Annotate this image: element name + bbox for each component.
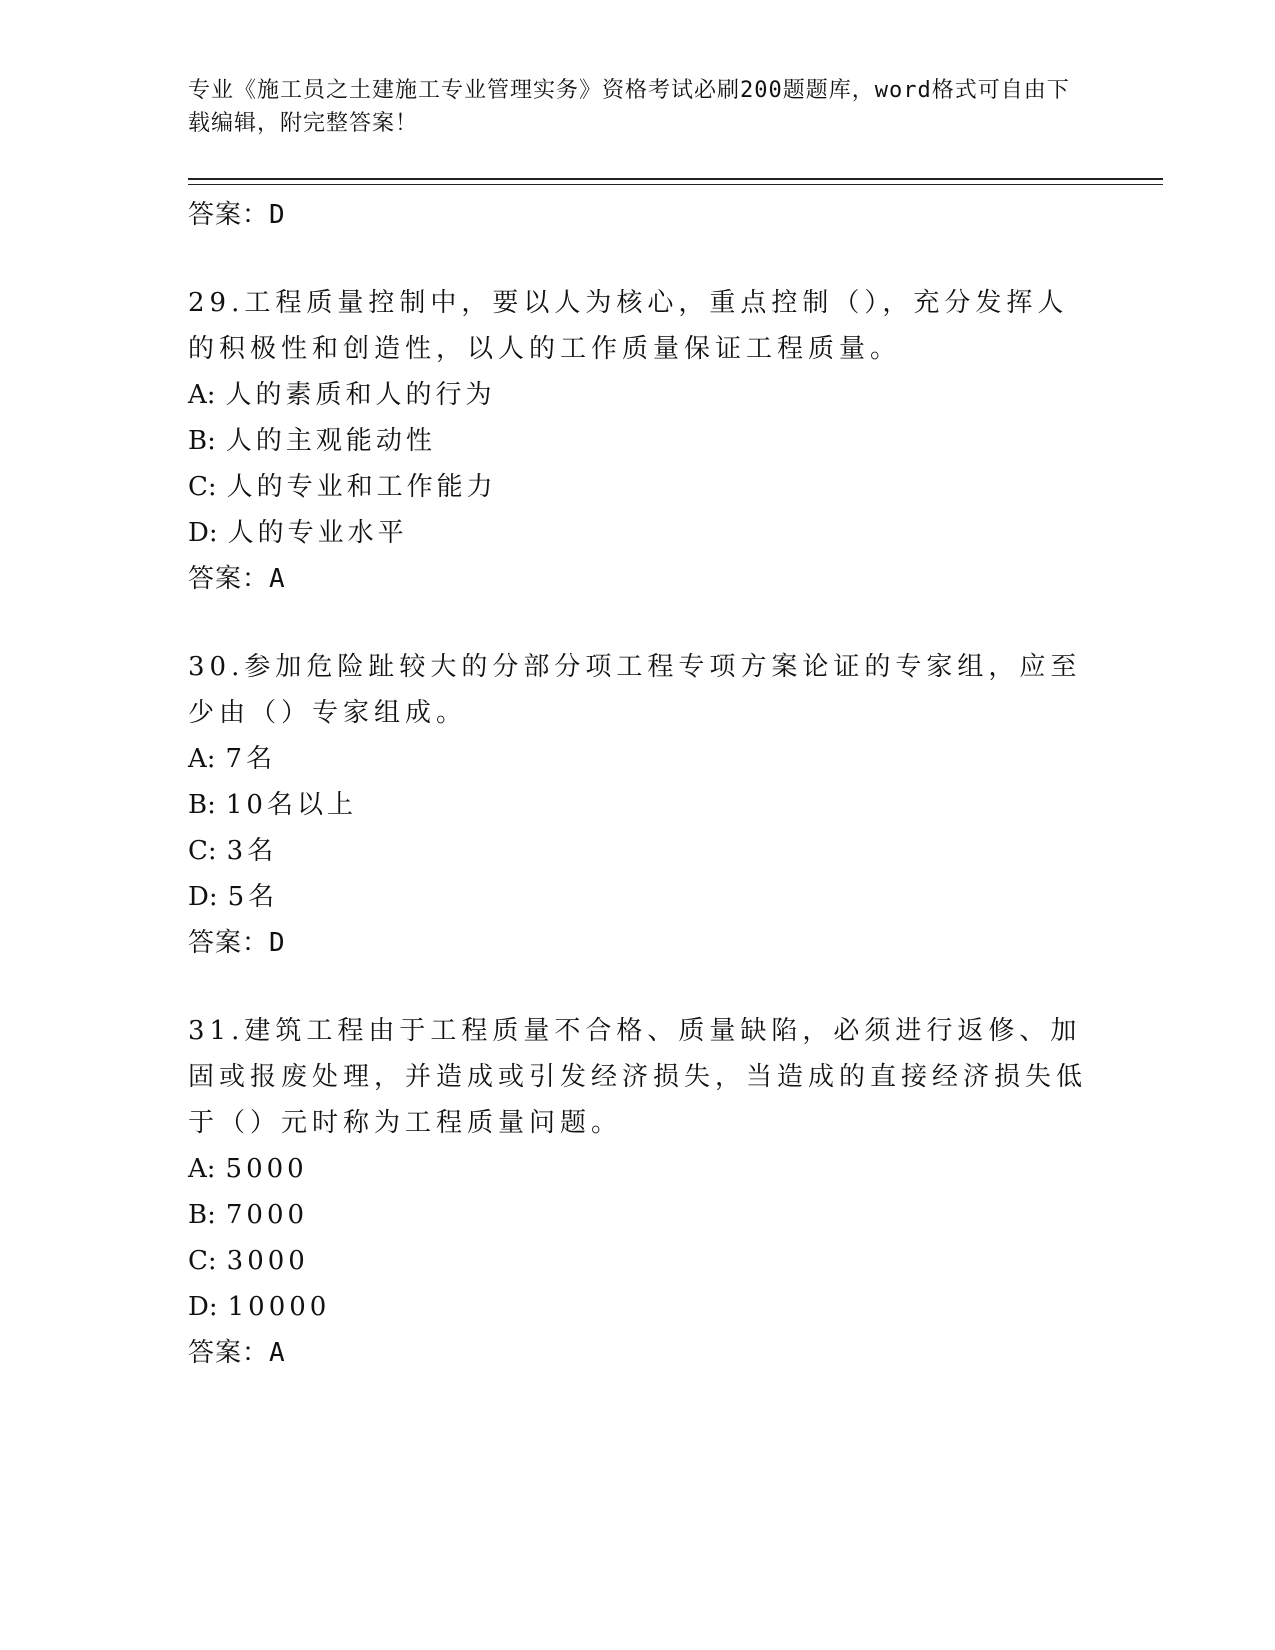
question-block [188,644,1088,966]
option-text: 7000 [225,1200,309,1230]
answer-option [188,874,1088,920]
option-letter: D [188,518,209,548]
answer-option [188,1284,1088,1330]
option-text: 3名 [226,836,278,866]
option-separator: : [208,1292,218,1322]
option-separator: : [207,1200,216,1230]
option-letter: C [188,1246,208,1276]
answer-option [188,1192,1088,1238]
option-text: 10000 [227,1292,331,1322]
option-letter: A [188,744,207,774]
answer-option [188,510,1088,556]
answer-option [188,828,1088,874]
option-separator: : [206,380,216,410]
option-letter: B [188,1200,208,1230]
option-separator: : [207,472,217,502]
option-separator: : [207,790,216,820]
option-separator: : [207,836,217,866]
question-list [188,192,1088,1376]
answer-value: D [269,928,286,958]
option-text: 人的专业和工作能力 [226,472,497,502]
answer-line [188,1330,1088,1376]
answer-value: D [269,200,286,230]
questions-container [188,280,1088,1376]
answer-option [188,464,1088,510]
option-letter: A [188,380,207,410]
answer-option [188,372,1088,418]
option-letter: C [188,472,208,502]
option-text: 5000 [225,1154,308,1184]
option-separator: : [206,1154,216,1184]
answer-label: 答案： [188,928,270,958]
answer-line [188,920,1088,966]
option-text: 人的主观能动性 [225,426,436,456]
option-separator: : [207,426,216,456]
page-header: 专业《施工员之土建施工专业管理实务》资格考试必刷200题题库，word格式可自由下载编辑，附完整答案！ [188,78,1070,136]
option-letter: A [188,1154,207,1184]
answer-option [188,418,1088,464]
question-stem: 30.参加危险趾较大的分部分项工程专项方案论证的专家组，应至少由（）专家组成。 [188,652,1082,728]
header-divider-thin [188,184,1163,185]
answer-label: 答案： [188,200,270,230]
answer-value: A [269,564,286,594]
answer-value: A [269,1338,286,1368]
option-text: 人的素质和人的行为 [225,380,496,410]
option-letter: B [188,426,208,456]
option-letter: D [188,1292,209,1322]
question-stem: 29.工程质量控制中，要以人为核心，重点控制（），充分发挥人的积极性和创造性，以人的工作质量保证工程质量。 [188,288,1069,364]
answer-option [188,1238,1088,1284]
answer-label: 答案： [188,1338,270,1368]
option-separator: : [207,1246,217,1276]
option-text: 3000 [226,1246,309,1276]
question-block [188,280,1088,602]
question-stem: 31.建筑工程由于工程质量不合格、质量缺陷，必须进行返修、加固或报废处理，并造成或引发经济损失，当造成的直接经济损失低于（）元时称为工程质量问题。 [188,1016,1088,1138]
option-letter: D [188,882,209,912]
answer-label: 答案： [188,564,270,594]
option-separator: : [208,518,218,548]
answer-option [188,782,1088,828]
question-block [188,1008,1088,1376]
header-divider [188,178,1163,180]
answer-option [188,736,1088,782]
option-letter: C [188,836,208,866]
option-text: 10名以上 [225,790,357,820]
option-letter: B [188,790,208,820]
option-separator: : [208,882,218,912]
option-text: 7名 [225,744,277,774]
answer-line [188,192,1088,238]
answer-line [188,556,1088,602]
answer-option [188,1146,1088,1192]
option-text: 人的专业水平 [227,518,408,548]
option-separator: : [206,744,216,774]
option-text: 5名 [227,882,279,912]
